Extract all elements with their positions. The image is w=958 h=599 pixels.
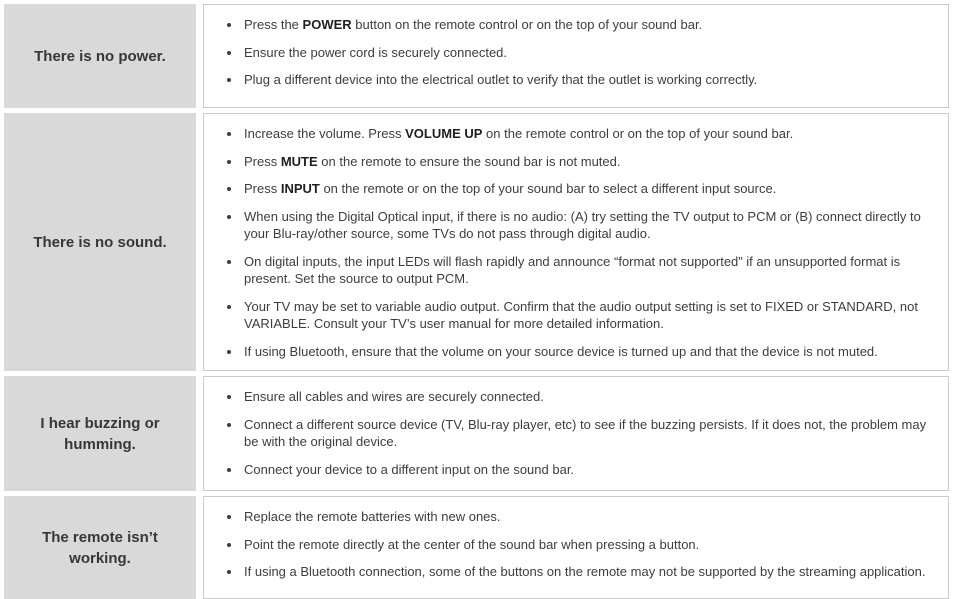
list-item bbox=[218, 16, 934, 34]
bullet-icon bbox=[227, 78, 231, 82]
solutions-cell bbox=[203, 113, 949, 371]
table-row-remote bbox=[4, 496, 949, 599]
solutions-cell bbox=[203, 4, 949, 108]
solutions-list bbox=[218, 508, 934, 581]
solution-text: Replace the remote batteries with new ones. bbox=[244, 509, 501, 524]
problem-cell bbox=[4, 113, 196, 371]
list-item bbox=[218, 536, 934, 554]
list-item bbox=[218, 153, 934, 171]
bullet-icon bbox=[227, 305, 231, 309]
table-row-no-sound bbox=[4, 113, 949, 371]
bullet-icon bbox=[227, 570, 231, 574]
solution-text: Press MUTE on the remote to ensure the sound bar is not muted. bbox=[244, 153, 621, 169]
bullet-icon bbox=[227, 543, 231, 547]
solution-text: Connect a different source device (TV, Blu-ray player, etc) to see if the buzzing persists. If it does not, the problem may be with the original device. bbox=[244, 416, 927, 449]
bullet-icon bbox=[227, 260, 231, 264]
solution-text: When using the Digital Optical input, if there is no audio: (A) try setting the TV output to PCM or (B) connect directly to your Blu-ray/other source, some TVs do not pass through digital audio. bbox=[244, 208, 921, 241]
list-item bbox=[218, 461, 934, 479]
solutions-list bbox=[218, 125, 934, 360]
solution-text: Connect your device to a different input on the sound bar. bbox=[244, 461, 575, 477]
solutions-list bbox=[218, 388, 934, 478]
problem-label: The remote isn’t working. bbox=[42, 528, 158, 567]
bullet-icon bbox=[227, 23, 231, 27]
solution-text: On digital inputs, the input LEDs will flash rapidly and announce “format not supported” if an unsupported format is present. Set the source to output PCM. bbox=[244, 253, 901, 286]
problem-label: There is no power. bbox=[34, 47, 166, 65]
solution-text: If using Bluetooth, ensure that the volume on your source device is turned up and that the device is not muted. bbox=[244, 343, 878, 359]
bullet-icon bbox=[227, 132, 231, 136]
list-item bbox=[218, 180, 934, 198]
bullet-icon bbox=[227, 51, 231, 55]
list-item bbox=[218, 253, 934, 288]
solutions-cell bbox=[203, 376, 949, 491]
list-item bbox=[218, 71, 934, 89]
table-row-no-power bbox=[4, 4, 949, 108]
solution-text: Increase the volume. Press VOLUME UP on the remote control or on the top of your sound bar. bbox=[244, 126, 794, 141]
bullet-icon bbox=[227, 350, 231, 354]
solution-text: Ensure all cables and wires are securely connected. bbox=[244, 389, 544, 404]
table-row-buzzing bbox=[4, 376, 949, 491]
solution-text: Plug a different device into the electrical outlet to verify that the outlet is working correctly. bbox=[244, 72, 758, 87]
list-item bbox=[218, 563, 934, 581]
bullet-icon bbox=[227, 160, 231, 164]
problem-label: There is no sound. bbox=[33, 233, 167, 251]
list-item bbox=[218, 508, 934, 526]
list-item bbox=[218, 388, 934, 406]
list-item bbox=[218, 298, 934, 333]
solution-text: Ensure the power cord is securely connected. bbox=[244, 44, 508, 60]
bullet-icon bbox=[227, 468, 231, 472]
bullet-icon bbox=[227, 423, 231, 427]
solution-text: Press INPUT on the remote or on the top of your sound bar to select a different input source. bbox=[244, 181, 777, 196]
problem-label: I hear buzzing or humming. bbox=[40, 414, 160, 453]
problem-cell bbox=[4, 496, 196, 599]
solution-text: Point the remote directly at the center of the sound bar when pressing a button. bbox=[244, 536, 700, 552]
list-item bbox=[218, 343, 934, 361]
solutions-list bbox=[218, 16, 934, 89]
problem-cell bbox=[4, 4, 196, 108]
solution-text: If using a Bluetooth connection, some of the buttons on the remote may not be supported by the streaming application. bbox=[244, 564, 926, 579]
problem-cell bbox=[4, 376, 196, 491]
list-item bbox=[218, 208, 934, 243]
solution-text: Your TV may be set to variable audio output. Confirm that the audio output setting is set to FIXED or STANDARD, not VARIABLE. Consult your TV’s user manual for more detailed information. bbox=[244, 298, 918, 331]
list-item bbox=[218, 44, 934, 62]
bullet-icon bbox=[227, 515, 231, 519]
list-item bbox=[218, 416, 934, 451]
bullet-icon bbox=[227, 395, 231, 399]
bullet-icon bbox=[227, 215, 231, 219]
bullet-icon bbox=[227, 187, 231, 191]
list-item bbox=[218, 125, 934, 143]
solution-text: Press the POWER button on the remote control or on the top of your sound bar. bbox=[244, 17, 703, 32]
solutions-cell bbox=[203, 496, 949, 599]
